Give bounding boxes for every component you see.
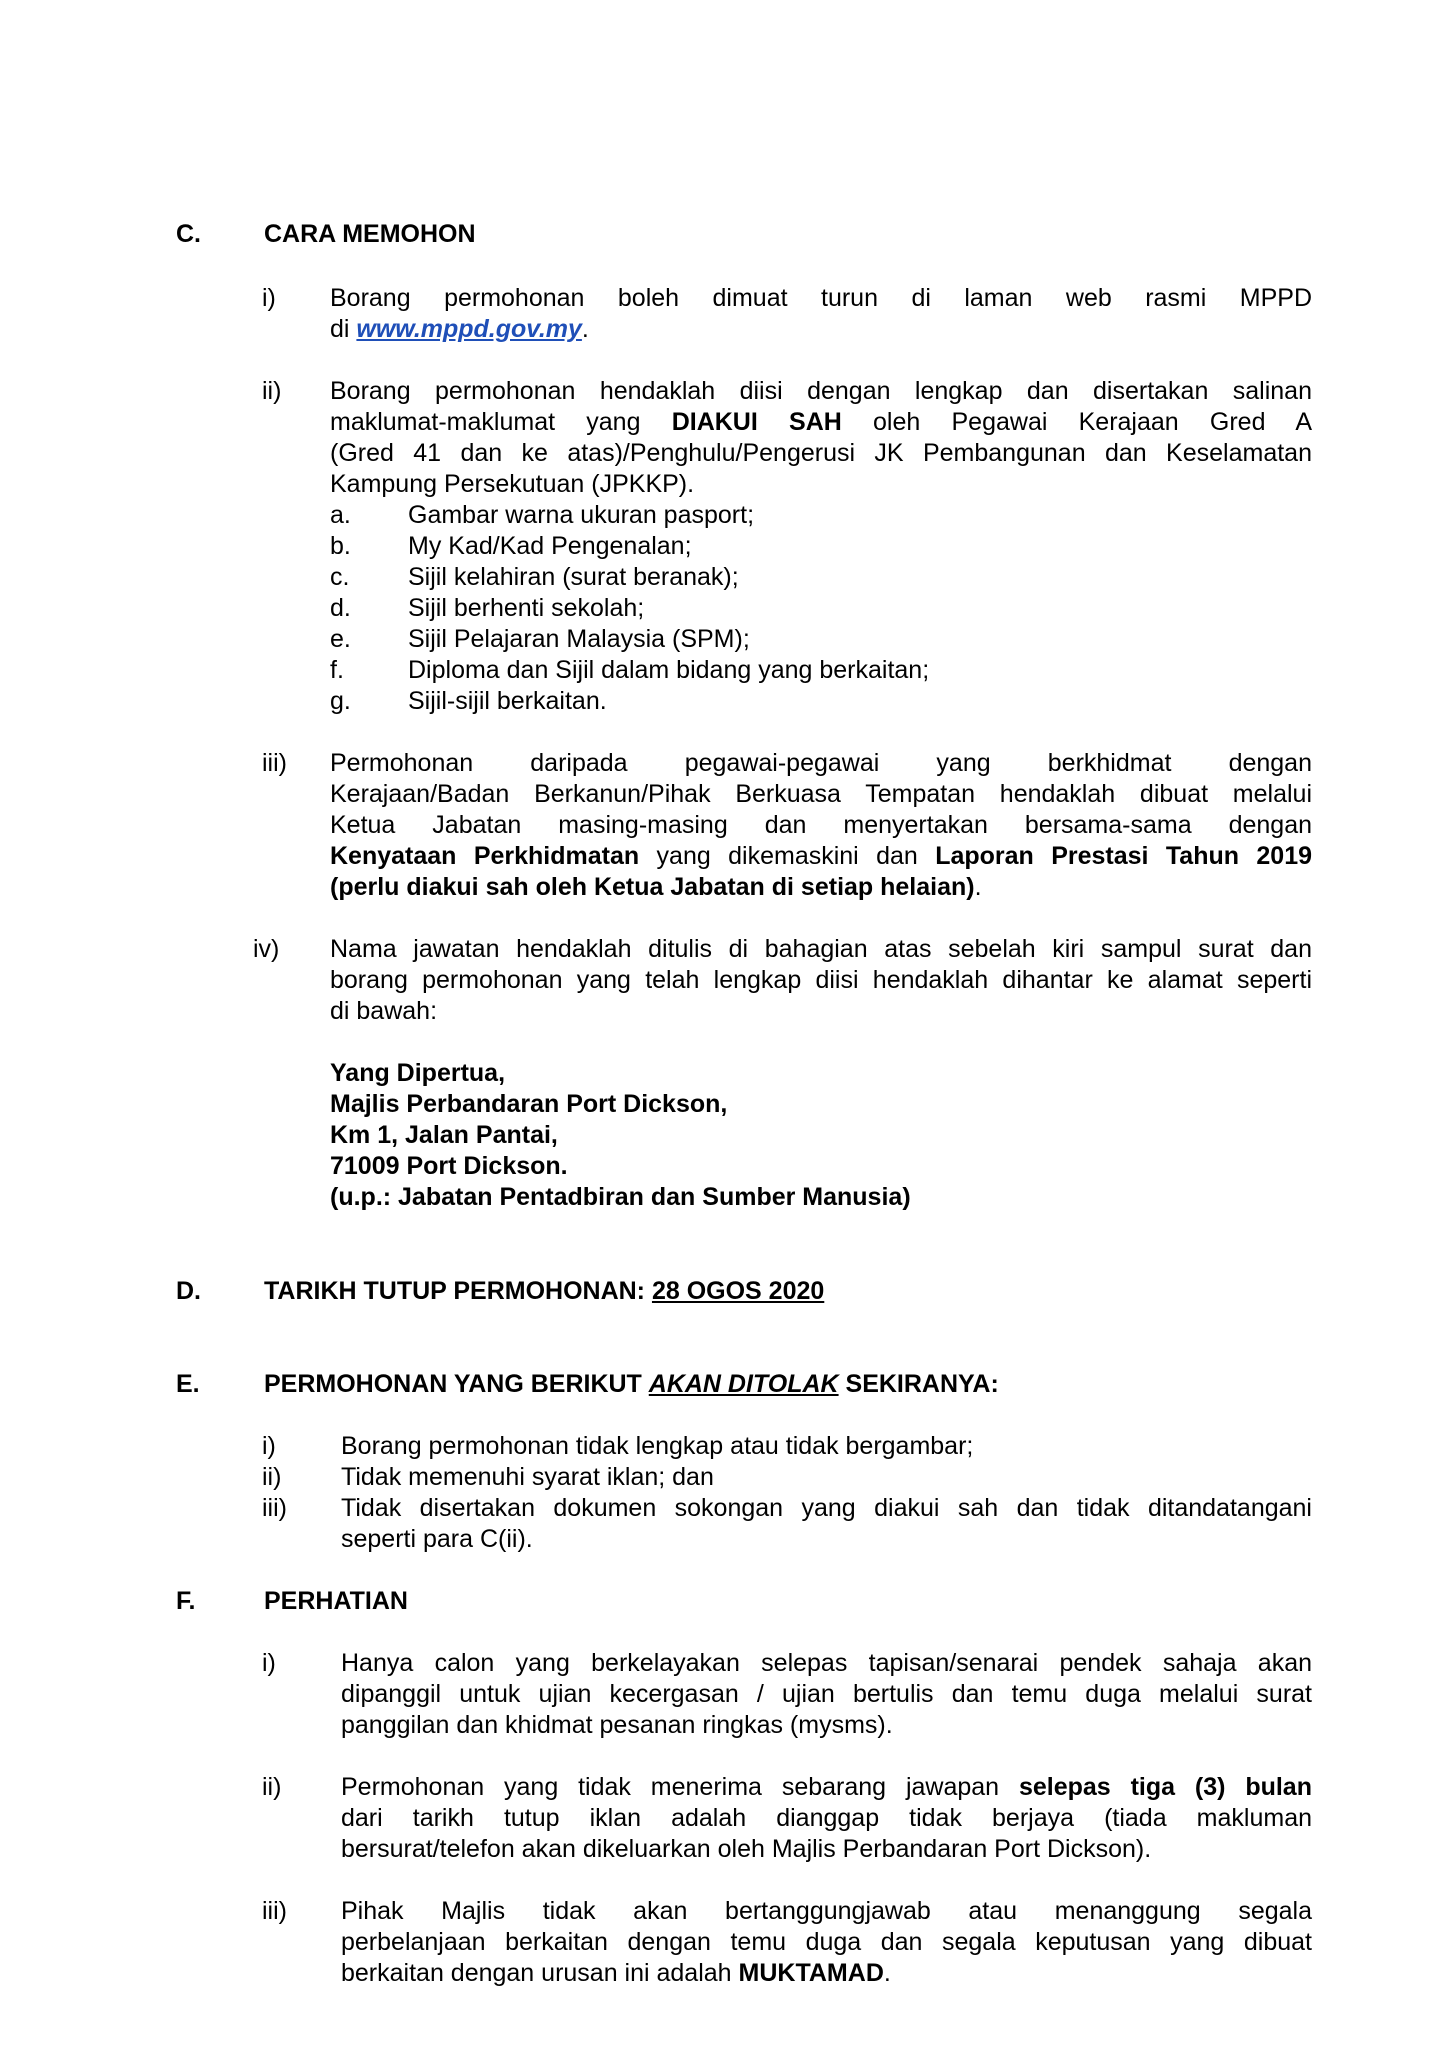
list-letter: e. — [330, 625, 351, 653]
text-line: bersurat/telefon akan dikeluarkan oleh Majlis Perbandaran Port Dickson). — [341, 1835, 1152, 1863]
list-letter: g. — [330, 687, 351, 715]
text-line: Pihak Majlis tidak akan bertanggungjawab atau menanggung segala — [341, 1897, 1312, 1925]
section-d-title — [264, 1276, 824, 1307]
closing-date-label: TARIKH TUTUP PERMOHONAN: — [264, 1277, 652, 1305]
rejection-item: Tidak memenuhi syarat iklan; dan — [341, 1463, 714, 1491]
text-fragment: yang dikemaskini dan — [639, 842, 936, 870]
item-number: ii) — [262, 377, 282, 405]
text-fragment: berkaitan dengan urusan ini adalah — [341, 1959, 739, 1987]
text-line: Nama jawatan hendaklah ditulis di bahagian atas sebelah kiri sampul surat dan — [330, 935, 1312, 963]
f-item-2-text — [341, 1772, 1312, 1865]
address-line: (u.p.: Jabatan Pentadbiran dan Sumber Manusia) — [330, 1183, 911, 1211]
item-number: ii) — [262, 1773, 282, 1801]
list-text: Gambar warna ukuran pasport; — [408, 501, 755, 529]
closing-date: 28 OGOS 2020 — [651, 1277, 825, 1305]
list-text: Diploma dan Sijil dalam bidang yang berkaitan; — [408, 656, 930, 684]
section-c-letter: C. — [176, 220, 201, 248]
item-number: i) — [262, 284, 276, 312]
rejection-emphasis: AKAN DITOLAK — [648, 1370, 839, 1398]
address-line: Majlis Perbandaran Port Dickson, — [330, 1090, 728, 1118]
text-fragment: di — [330, 315, 357, 343]
text-line: Borang permohonan boleh dimuat turun di laman web rasmi MPPD — [330, 284, 1312, 312]
text-line: Kerajaan/Badan Berkanun/Pihak Berkuasa Tempatan hendaklah dibuat melalui — [330, 780, 1312, 808]
text-line: Ketua Jabatan masing-masing dan menyertakan bersama-sama dengan — [330, 811, 1312, 839]
text-fragment: . — [974, 873, 982, 901]
mailing-address — [330, 1058, 911, 1213]
list-letter: d. — [330, 594, 351, 622]
address-line: Yang Dipertua, — [330, 1059, 506, 1087]
item-number: iv) — [253, 935, 280, 963]
section-e-title — [264, 1369, 999, 1400]
section-f-title: PERHATIAN — [264, 1587, 408, 1615]
address-line: Km 1, Jalan Pantai, — [330, 1121, 558, 1149]
list-text: Sijil kelahiran (surat beranak); — [408, 563, 739, 591]
list-letter: f. — [330, 656, 344, 684]
text-fragment: . — [581, 315, 589, 343]
item-number: i) — [262, 1649, 276, 1677]
section-c-title: CARA MEMOHON — [264, 220, 476, 248]
text-line: (Gred 41 dan ke atas)/Penghulu/Pengerusi JK Pembangunan dan Keselamatan — [330, 439, 1312, 467]
section-d-letter: D. — [176, 1277, 201, 1305]
item-number: iii) — [262, 1897, 287, 1925]
text-line: dipanggil untuk ujian kecergasan / ujian bertulis dan temu duga melalui surat — [341, 1680, 1312, 1708]
text-line: Kampung Persekutuan (JPKKP). — [330, 470, 695, 498]
c-item-1-text — [330, 283, 1312, 345]
text-line: dari tarikh tutup iklan adalah dianggap tidak berjaya (tiada makluman — [341, 1804, 1312, 1832]
mppd-website-link[interactable]: www.mppd.gov.my — [356, 315, 582, 343]
list-text: Sijil-sijil berkaitan. — [408, 687, 607, 715]
text-line: perbelanjaan berkaitan dengan temu duga dan segala keputusan yang dibuat — [341, 1928, 1312, 1956]
list-letter: c. — [330, 563, 350, 591]
text-line: panggilan dan khidmat pesanan ringkas (mysms). — [341, 1711, 893, 1739]
text-fragment: PERMOHONAN YANG BERIKUT — [264, 1370, 649, 1398]
text-line: Hanya calon yang berkelayakan selepas tapisan/senarai pendek sahaja akan — [341, 1649, 1312, 1677]
section-e-letter: E. — [176, 1370, 200, 1398]
certification-emphasis: (perlu diakui sah oleh Ketua Jabatan di setiap helaian) — [330, 873, 975, 901]
address-line: 71009 Port Dickson. — [330, 1152, 568, 1180]
diakui-sah-emphasis: DIAKUI SAH — [671, 408, 842, 436]
list-letter: b. — [330, 532, 351, 560]
text-line: di bawah: — [330, 997, 438, 1025]
list-letter: a. — [330, 501, 351, 529]
kenyataan-emphasis: Kenyataan Perkhidmatan — [330, 842, 640, 870]
text-line: Tidak disertakan dokumen sokongan yang diakui sah dan tidak ditandatangani — [341, 1494, 1312, 1522]
text-line: Permohonan daripada pegawai-pegawai yang berkhidmat dengan — [330, 749, 1312, 777]
section-f-letter: F. — [176, 1587, 196, 1615]
f-item-3-text — [341, 1896, 1312, 1989]
item-number: iii) — [262, 749, 287, 777]
muktamad-emphasis: MUKTAMAD — [738, 1959, 884, 1987]
text-line: Borang permohonan hendaklah diisi dengan lengkap dan disertakan salinan — [330, 377, 1312, 405]
list-text: Sijil berhenti sekolah; — [408, 594, 645, 622]
f-item-1-text — [341, 1648, 1312, 1741]
c-item-3-text — [330, 748, 1312, 903]
text-fragment: Permohonan yang tidak menerima sebarang jawapan — [341, 1773, 1019, 1801]
item-number: ii) — [262, 1463, 282, 1491]
text-fragment: SEKIRANYA: — [838, 1370, 999, 1398]
rejection-item — [341, 1493, 1312, 1555]
item-number: iii) — [262, 1494, 287, 1522]
text-line: borang permohonan yang telah lengkap diisi hendaklah dihantar ke alamat seperti — [330, 966, 1312, 994]
rejection-item: Borang permohonan tidak lengkap atau tidak bergambar; — [341, 1432, 974, 1460]
c-item-2-text — [330, 376, 1312, 500]
text-line: seperti para C(ii). — [341, 1525, 533, 1553]
text-fragment: oleh Pegawai Kerajaan Gred A — [841, 408, 1313, 436]
list-text: My Kad/Kad Pengenalan; — [408, 532, 692, 560]
text-fragment: . — [883, 1959, 891, 1987]
three-months-emphasis: selepas tiga (3) bulan — [1018, 1773, 1312, 1801]
c-item-4-text — [330, 934, 1312, 1027]
laporan-emphasis: Laporan Prestasi Tahun 2019 — [935, 842, 1312, 870]
item-number: i) — [262, 1432, 276, 1460]
text-fragment: maklumat-maklumat yang — [330, 408, 672, 436]
list-text: Sijil Pelajaran Malaysia (SPM); — [408, 625, 750, 653]
